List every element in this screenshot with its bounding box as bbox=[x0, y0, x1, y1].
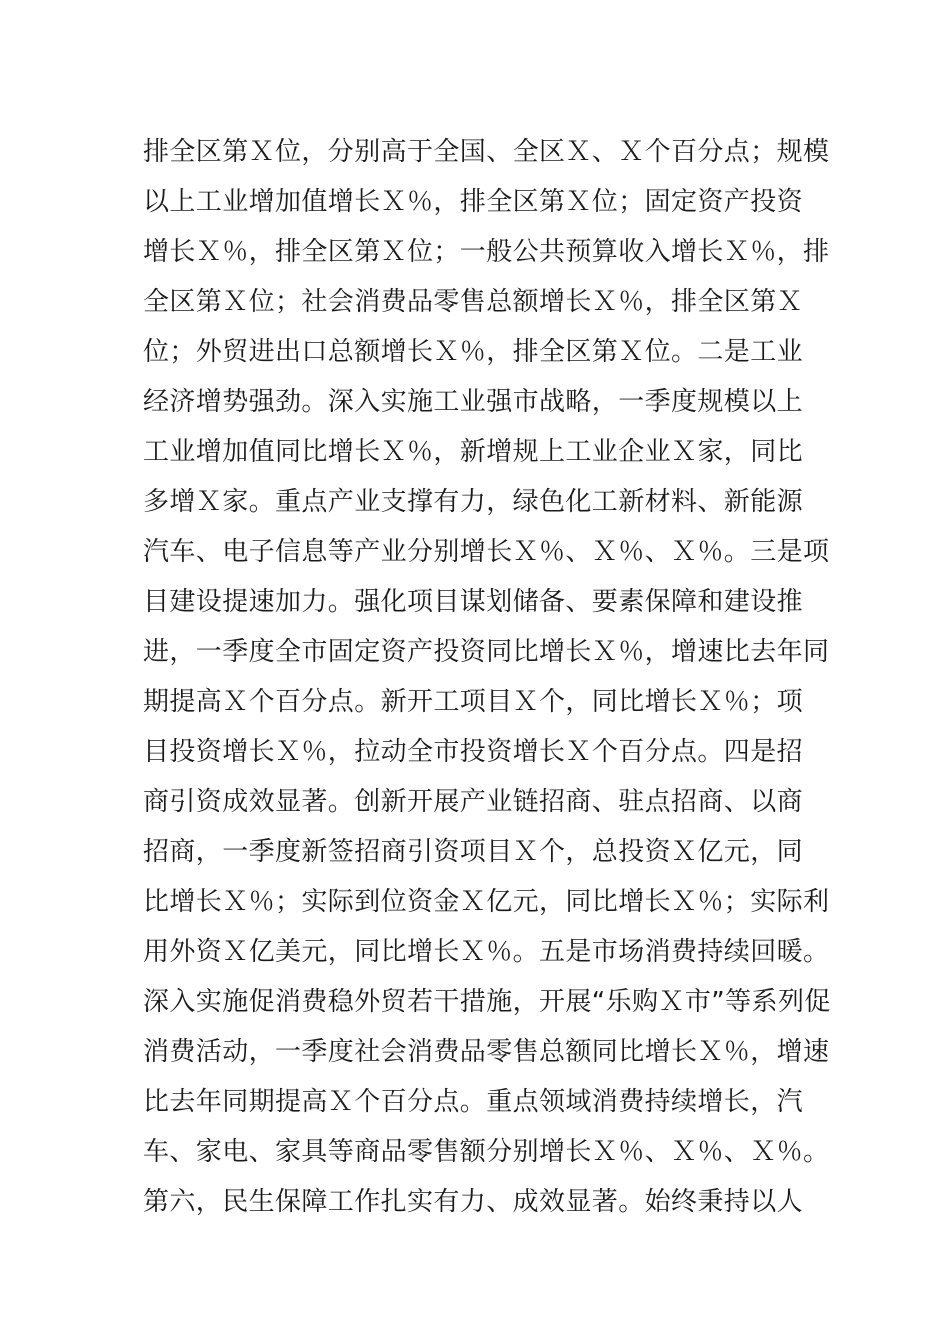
text-line: 汽车、电子信息等产业分别增长Ｘ％、Ｘ％、Ｘ％。三是项 bbox=[143, 537, 830, 567]
text-line: 工业增加值同比增长Ｘ％，新增规上工业企业Ｘ家，同比 bbox=[143, 437, 804, 467]
text-line: 以上工业增加值增长Ｘ％，排全区第Ｘ位；固定资产投资 bbox=[143, 187, 804, 217]
text-line: 期提高Ｘ个百分点。新开工项目Ｘ个，同比增长Ｘ％；项 bbox=[143, 687, 804, 717]
text-line: 多增Ｘ家。重点产业支撑有力，绿色化工新材料、新能源 bbox=[143, 487, 804, 517]
text-line: 第六，民生保障工作扎实有力、成效显著。始终秉持以人 bbox=[143, 1187, 804, 1217]
text-line: 比去年同期提高Ｘ个百分点。重点领域消费持续增长，汽 bbox=[143, 1087, 804, 1117]
text-line: 目投资增长Ｘ％，拉动全市投资增长Ｘ个百分点。四是招 bbox=[143, 737, 804, 767]
text-line: 位；外贸进出口总额增长Ｘ％，排全区第Ｘ位。二是工业 bbox=[143, 337, 804, 367]
text-line: 用外资Ｘ亿美元，同比增长Ｘ％。五是市场消费持续回暖。 bbox=[143, 937, 830, 967]
text-line: 商引资成效显著。创新开展产业链招商、驻点招商、以商 bbox=[143, 787, 804, 817]
text-line: 深入实施促消费稳外贸若干措施，开展“乐购Ｘ市”等系列促 bbox=[143, 987, 831, 1017]
text-line: 比增长Ｘ％；实际到位资金Ｘ亿元，同比增长Ｘ％；实际利 bbox=[143, 887, 830, 917]
text-line: 车、家电、家具等商品零售额分别增长Ｘ％、Ｘ％、Ｘ％。 bbox=[143, 1137, 830, 1167]
text-line: 经济增势强劲。深入实施工业强市战略，一季度规模以上 bbox=[143, 387, 804, 417]
text-line: 增长Ｘ％，排全区第Ｘ位；一般公共预算收入增长Ｘ％，排 bbox=[143, 237, 830, 267]
text-line: 目建设提速加力。强化项目谋划储备、要素保障和建设推 bbox=[143, 587, 804, 617]
text-line: 排全区第Ｘ位，分别高于全国、全区Ｘ、Ｘ个百分点；规模 bbox=[143, 137, 830, 167]
body-text bbox=[143, 127, 833, 1227]
text-line: 消费活动，一季度社会消费品零售总额同比增长Ｘ％，增速 bbox=[143, 1037, 830, 1067]
text-line: 全区第Ｘ位；社会消费品零售总额增长Ｘ％，排全区第Ｘ bbox=[143, 287, 804, 317]
text-line: 招商，一季度新签招商引资项目Ｘ个，总投资Ｘ亿元，同 bbox=[143, 837, 804, 867]
text-line: 进，一季度全市固定资产投资同比增长Ｘ％，增速比去年同 bbox=[143, 637, 830, 667]
